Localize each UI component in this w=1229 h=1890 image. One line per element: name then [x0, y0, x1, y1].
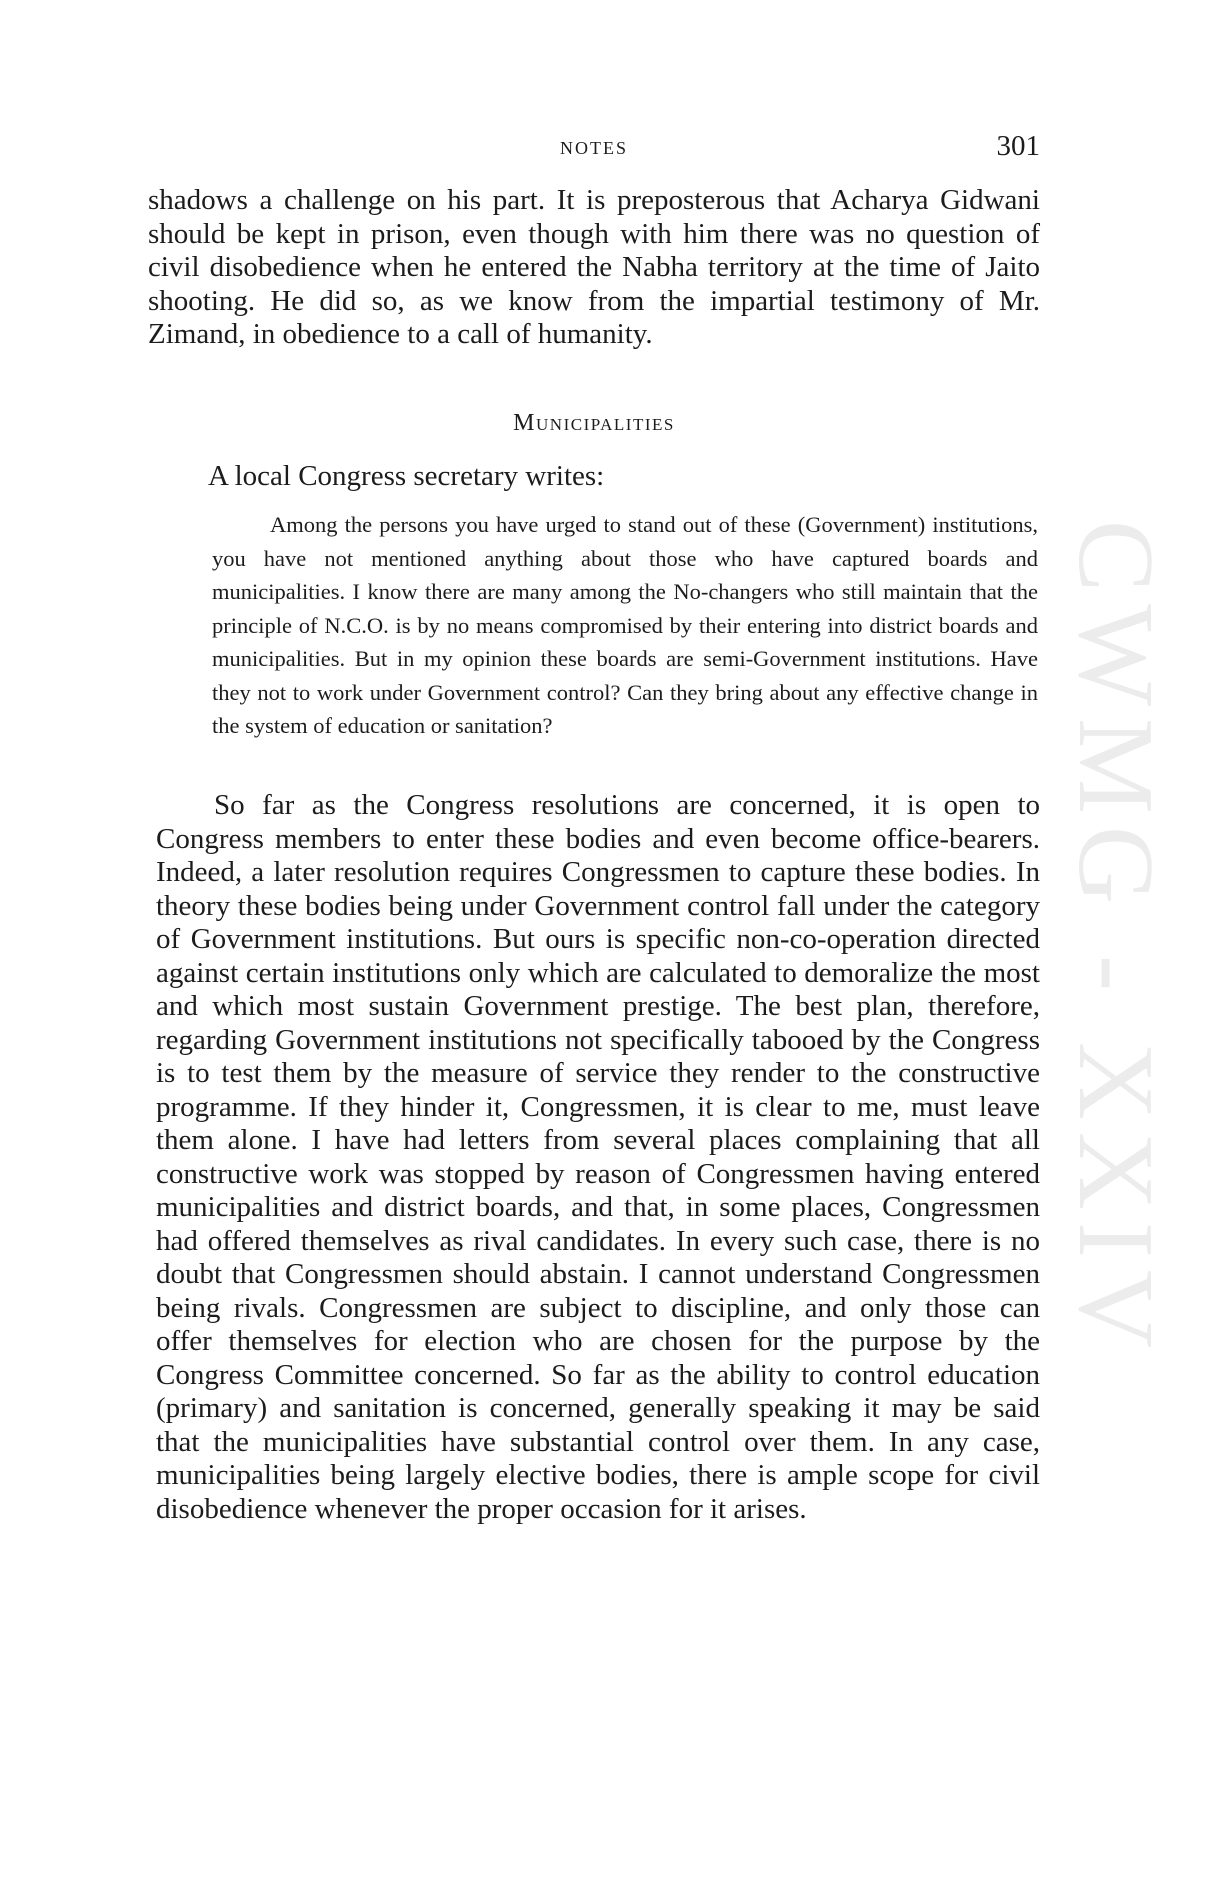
- section-heading: Municipalities: [513, 410, 675, 436]
- running-title: NOTES: [560, 138, 628, 158]
- watermark: [1056, 390, 1175, 1490]
- lead-in-line: A local Congress secretary writes:: [208, 460, 605, 492]
- watermark-text: CWMG - XXIV: [1056, 520, 1175, 1360]
- intro-paragraph: shadows a challenge on his part. It is preposterous that Acharya Gidwani should be kept in prison, even though with him there was no question of civil disobedience when he entered the Nabha territory at the time of Jaito shooting. He did so, as we know from the impartial testimony of Mr. Zimand, in obedience to a call of humanity.: [148, 184, 1040, 350]
- running-head: [148, 130, 1040, 170]
- quoted-letter: Among the persons you have urged to stand out of these (Government) institutions, you have not mentioned anything about those who have captured boards and municipalities. I know there are many among the No-changers who still maintain that the principle of N.C.O. is by no means compromised by their entering into district boards and municipalities. But in my opinion these boards are semi-Government institutions. Have they not to work under Government control? Can they bring about any effective change in the system of education or sanitation?: [212, 512, 1038, 738]
- page-number: 301: [996, 130, 1040, 162]
- response-paragraph: So far as the Congress resolutions are concerned, it is open to Congress members to enter these bodies and even become office-bearers. Indeed, a later resolution requires Congressmen to capture these bodies. In theory these bodies being under Government control fall under the category of Government institutions. But ours is specific non-co-operation directed against certain institutions only which are calculated to demoralize the most and which most sustain Government prestige. The best plan, therefore, regarding Government institutions not specifically tabooed by the Congress is to test them by the measure of service they render to the constructive programme. If they hinder it, Congressmen, it is clear to me, must leave them alone. I have had letters from several places complaining that all constructive work was stopped by reason of Congressmen having entered municipalities and district boards, and that, in some places, Congressmen had offered themselves as rival candidates. In every such case, there is no doubt that Congressmen should abstain. I cannot understand Congressmen being rivals. Congressmen are subject to discipline, and only those can offer themselves for election who are chosen for the purpose by the Congress Committee concerned. So far as the ability to control education (primary) and sanitation is concerned, generally speaking it may be said that the municipalities have substantial control over them. In any case, municipalities being largely elective bodies, there is ample scope for civil disobedience whenever the proper occasion for it arises.: [156, 789, 1040, 1525]
